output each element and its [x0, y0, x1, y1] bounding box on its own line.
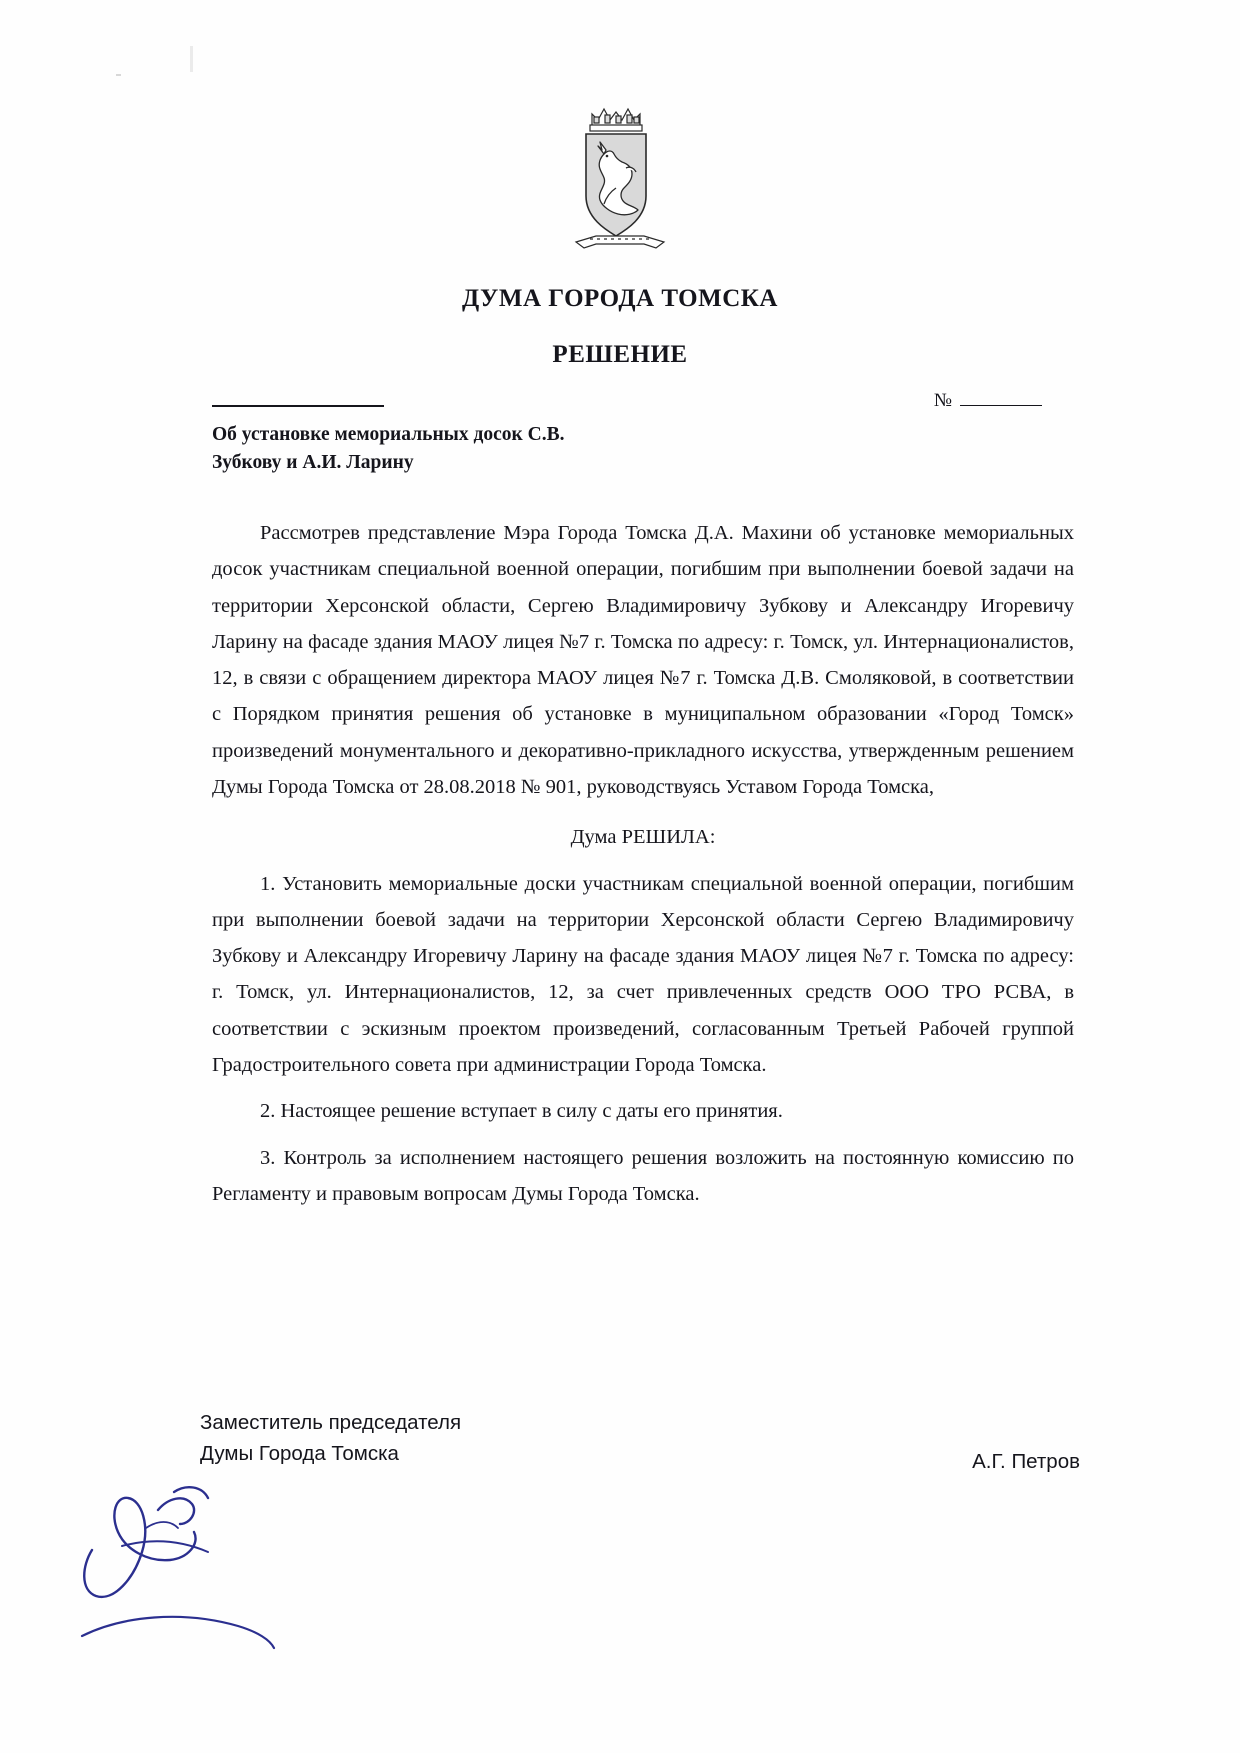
signer-name: А.Г. Петров — [972, 1450, 1080, 1473]
signer-position-line-1: Заместитель председателя — [200, 1411, 462, 1434]
subject-divider — [212, 405, 384, 407]
decision-item-2: 2. Настоящее решение вступает в силу с даты его принятия. — [260, 1100, 783, 1123]
decision-item-3: 3. Контроль за исполнением настоящего решения возложить на постоянную комиссию по Регламенту и правовым вопросам Думы Города Томска. — [212, 1146, 1074, 1205]
scan-artifact — [190, 46, 193, 72]
scan-artifact — [116, 74, 121, 76]
signer-position-line-2: Думы Города Томска — [200, 1441, 399, 1465]
page-title: ДУМА ГОРОДА ТОМСКА — [462, 285, 778, 312]
document-body — [212, 515, 1074, 1212]
signature-block — [200, 1408, 1080, 1474]
document-header — [0, 285, 1240, 369]
number-label: № — [933, 390, 952, 411]
handwritten-signature — [62, 1440, 312, 1670]
decision-line: Дума РЕШИЛА: — [570, 826, 716, 849]
document-subtitle: РЕШЕНИЕ — [552, 341, 688, 368]
subject-block — [212, 405, 592, 476]
signer-position — [200, 1408, 461, 1470]
number-blank-field[interactable] — [960, 390, 1042, 406]
document-number — [934, 390, 1042, 412]
preamble-paragraph: Рассмотрев представление Мэра Города Томска Д.А. Махини об установке мемориальных досок участникам специальной военной операции, погибшим при выполнении боевой задачи на территории Херсонской области, Сергею Владимировичу Зубкову и Александру Игоревичу Ларину на фасаде здания МАОУ лицея №7 г. Томска по адресу: г. Томск, ул. Интернационалистов, 12, в связи с обращением директора МАОУ лицея №7 г. Томска Д.В. Смоляковой, в соответствии с Порядком принятия решения об установке в муниципальном образовании «Город Томск» произведений монументального и декоративно-прикладного искусства, утвержденным решением Думы Города Томска от 28.08.2018 № 901, руководствуясь Уставом Города Томска, — [212, 522, 1074, 798]
coat-of-arms-icon — [560, 96, 680, 264]
coat-of-arms — [0, 96, 1240, 264]
decision-item-1: 1. Установить мемориальные доски участникам специальной военной операции, погибшим при выполнении боевой задачи на территории Херсонской области Сергею Владимировичу Зубкову и Александру Игоревичу Ларину на фасаде здания МАОУ лицея №7 г. Томска по адресу: г. Томск, ул. Интернационалистов, 12, за счет привлеченных средств ООО ТРО РСВА, в соответствии с эскизным проектом произведений, согласованным Третьей Рабочей группой Градостроительного совета при администрации Города Томска. — [212, 872, 1074, 1076]
subject-text: Об установке мемориальных досок С.В. Зубкову и А.И. Ларину — [212, 424, 565, 473]
